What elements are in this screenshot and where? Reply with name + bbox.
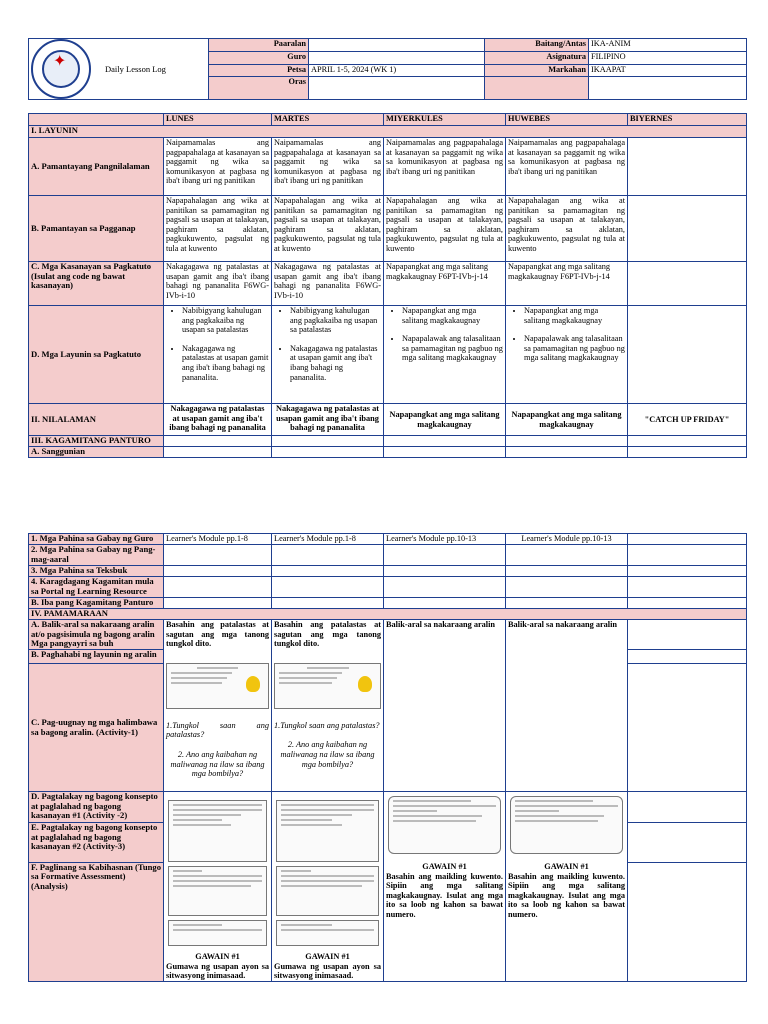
- pamantayang-huwebes: Naipamamalas ang pagpapahalaga at kasanayan sa paggamit ng wika sa komunikasyon at pagbasa ng iba't ibang uri ng panitikan: [506, 138, 628, 196]
- label-paaralan: Paaralan: [209, 39, 309, 52]
- section-layunin: I. LAYUNIN: [29, 126, 747, 138]
- day-biyernes: BIYERNES: [628, 114, 747, 126]
- row-label-karagdagang: 4. Karagdagang Kagamitan mula sa Portal ng Learning Resource: [29, 577, 164, 598]
- row-label-gabay: 1. Mga Pahina sa Gabay ng Guro: [29, 534, 164, 545]
- row-label-kagamitan: III. KAGAMITANG PANTURO: [29, 436, 164, 447]
- worksheet-image: [168, 920, 267, 946]
- value-empty: [589, 77, 747, 100]
- kasanayan-huwebes: Napapangkat ang mga salitang magkakaugnay F6PT-IVb-j-14: [506, 262, 628, 306]
- value-petsa: APRIL 1-5, 2024 (WK 1): [309, 64, 485, 77]
- balik-aral-huwebes: Balik-aral sa nakaraang aralin: [506, 620, 628, 792]
- header-logo-cell: [29, 39, 209, 100]
- gabay-huwebes: Learner's Module pp.10-13: [506, 534, 628, 545]
- day-miyerkules: MIYERKULES: [384, 114, 506, 126]
- label-oras: Oras: [209, 77, 309, 100]
- list-item: • Napapalawak ang talasalitaan sa pamamagitan ng pagbuo ng mga salitang magkakaugnay: [524, 334, 625, 363]
- pamantayang-martes: Naipamamalas ang pagpapahalaga at kasanayan sa paggamit ng wika sa komunikasyon at pagbasa ng iba't ibang uri ng panitikan: [272, 138, 384, 196]
- row-label-kasanayan: C. Mga Kasanayan sa Pagkatuto (Isulat ang code ng bawat kasanayan): [29, 262, 164, 306]
- gabay-lunes: Learner's Module pp.1-8: [164, 534, 272, 545]
- story-image: [388, 796, 501, 854]
- gawain-miyerkules: [384, 792, 506, 982]
- label-guro: Guro: [209, 51, 309, 64]
- value-asignatura: FILIPINO: [589, 51, 747, 64]
- pagganap-martes: Napapahalagan ang wika at panitikan sa pamamagitan ng pagsali sa usapan at talakayan, paghiram sa aklatan, pagkukuwento, pagsulat ng tula at kuwento: [272, 196, 384, 262]
- worksheet-image: [276, 800, 379, 862]
- list-item: • Nabibigyang kahulugan ang pagkakaiba ng usapan sa patalastas: [182, 306, 269, 335]
- activity-lunes: [164, 620, 272, 792]
- list-item: • Napapangkat ang mga salitang magkakaugnay: [402, 306, 503, 325]
- label-baitang: Baitang/Antas: [485, 39, 589, 52]
- row-label-paghahabi: B. Paghahabi ng layunin ng aralin: [29, 650, 164, 664]
- patalastas-image: [274, 663, 381, 709]
- label-empty: [485, 77, 589, 100]
- row-label-balik-aral: A. Balik-aral sa nakaraang aralin at/o pagsisimula ng bagong aralin Mga pangyayri sa buh: [29, 620, 164, 650]
- kasanayan-miyerkules: Napapangkat ang mga salitang magkakaugnay F6PT-IVb-j-14: [384, 262, 506, 306]
- pamantayang-miyerkules: Naipamamalas ang pagpapahalaga at kasanayan sa paggamit ng wika sa komunikasyon at pagbasa ng iba't ibang uri ng panitikan: [384, 138, 506, 196]
- worksheet-image: [168, 800, 267, 862]
- row-label-pamantayang: A. Pamantayang Pangnilalaman: [29, 138, 164, 196]
- nilalaman-huwebes: Napapangkat ang mga salitang magkakaugnay: [506, 404, 628, 436]
- gawain-title-miyerkules: GAWAIN #1: [422, 862, 467, 871]
- gawain-title-huwebes: GAWAIN #1: [544, 862, 589, 871]
- row-label-pang-mag-aaral: 2. Mga Pahina sa Gabay ng Pang-mag-aaral: [29, 545, 164, 566]
- gawain-text-lunes: Gumawa ng usapan ayon sa sitwasyong inimasaad.: [166, 961, 269, 981]
- list-item: • Nakagagawa ng patalastas at usapan gamit ang iba't ibang bahagi ng pananalita.: [290, 344, 381, 382]
- header-title: Daily Lesson Log: [105, 64, 166, 74]
- worksheet-image: [276, 920, 379, 946]
- header-table: [28, 38, 747, 100]
- bulb-icon: [358, 676, 372, 692]
- label-petsa: Petsa: [209, 64, 309, 77]
- activity-martes: [272, 620, 384, 792]
- section-pamamaraan: IV. PAMAMARAAN: [29, 609, 747, 620]
- gawain-title-martes: GAWAIN #1: [305, 952, 350, 961]
- lesson-table-1: [28, 113, 747, 458]
- kasanayan-lunes: Nakagagawa ng patalastas at usapan gamit ang iba't ibang bahagi ng pananalita F6WG-IVb-i-10: [164, 262, 272, 306]
- list-item: • Nabibigyang kahulugan ang pagkakaiba ng usapan sa patalastas: [290, 306, 381, 335]
- question-1: 1.Tungkol saan ang patalastas?: [166, 720, 269, 740]
- day-huwebes: HUWEBES: [506, 114, 628, 126]
- deped-seal-icon: ✦: [31, 39, 91, 99]
- row-label-paglinang: F. Paglinang sa Kabihasnan (Tungo sa Formative Assessment) (Analysis): [29, 862, 164, 981]
- layunin-martes: [272, 306, 384, 404]
- nilalaman-lunes: Nakagagawa ng patalastas at usapan gamit ang iba't ibang bahagi ng pananalita: [164, 404, 272, 436]
- layunin-lunes: [164, 306, 272, 404]
- layunin-huwebes: [506, 306, 628, 404]
- row-label-iba: B. Iba pang Kagamitang Panturo: [29, 598, 164, 609]
- bulb-icon: [246, 676, 260, 692]
- story-image: [510, 796, 623, 854]
- gawain-text-miyerkules: Basahin ang maikling kuwento. Sipiin ang mga salitang magkakaugnay. Isulat ang mga ito sa loob ng kahon sa bawat numero.: [386, 871, 503, 919]
- row-label-nilalaman: II. NILALAMAN: [29, 404, 164, 436]
- gawain-title-lunes: GAWAIN #1: [195, 952, 240, 961]
- gawain-martes: [272, 792, 384, 982]
- question-2: 2. Ano ang kaibahan ng maliwanag na ilaw sa ibang mga bombilya?: [280, 740, 375, 769]
- value-oras: [309, 77, 485, 100]
- nilalaman-martes: Nakagagawa ng patalastas at usapan gamit ang iba't ibang bahagi ng pananalita: [272, 404, 384, 436]
- gabay-martes: Learner's Module pp.1-8: [272, 534, 384, 545]
- row-label-pagtalakay-2: E. Pagtalakay ng bagong konsepto at paglalahad ng bagong kasanayan #2 (Activity-3): [29, 823, 164, 863]
- list-item: • Nakagagawa ng patalastas at usapan gamit ang iba't ibang bahagi ng pananalita.: [182, 344, 269, 382]
- pagganap-miyerkules: Napapahalagan ang wika at panitikan sa pamamagitan ng pagsali sa usapan at talakayan, paghiram sa aklatan, pagkukuwento, pagsulat ng tula at kuwento: [384, 196, 506, 262]
- value-baitang: IKA-ANIM: [589, 39, 747, 52]
- gawain-text-huwebes: Basahin ang maikling kuwento. Sipiin ang mga salitang magkakaugnay. Isulat ang mga ito sa loob ng kahon sa bawat numero.: [508, 871, 625, 919]
- row-label-pagganap: B. Pamantayan sa Pagganap: [29, 196, 164, 262]
- label-asignatura: Asignatura: [485, 51, 589, 64]
- balik-aral-martes: Basahin ang patalastas at sagutan ang mga tanong tungkol dito.: [274, 620, 381, 649]
- kasanayan-martes: Nakagagawa ng patalastas at usapan gamit ang iba't ibang bahagi ng pananalita F6WG-IVb-i-10: [272, 262, 384, 306]
- nilalaman-biyernes: "CATCH UP FRIDAY": [628, 404, 747, 436]
- row-label-teksbuk: 3. Mga Pahina sa Teksbuk: [29, 566, 164, 577]
- row-label-pagtalakay-1: D. Pagtalakay ng bagong konsepto at paglalahad ng bagong kasanayan #1 (Activity -2): [29, 792, 164, 823]
- value-guro: [309, 51, 485, 64]
- lesson-table-2: [28, 533, 747, 982]
- list-item: • Napapalawak ang talasalitaan sa pamamagitan ng pagbuo ng mga salitang magkakaugnay: [402, 334, 503, 363]
- question-2: 2. Ano ang kaibahan ng maliwanag na ilaw sa ibang mga bombilya?: [170, 749, 265, 779]
- worksheet-image: [168, 866, 267, 916]
- nilalaman-miyerkules: Napapangkat ang mga salitang magkakaugnay: [384, 404, 506, 436]
- gawain-lunes: [164, 792, 272, 982]
- gawain-text-martes: Gumawa ng usapan ayon sa sitwasyong inimasaad.: [274, 961, 381, 981]
- pagganap-huwebes: Napapahalagan ang wika at panitikan sa pamamagitan ng pagsali sa usapan at talakayan, paghiram sa aklatan, pagkukuwento, pagsulat ng tula at kuwento: [506, 196, 628, 262]
- pamantayang-lunes: Naipamamalas ang pagpapahalaga at kasanayan sa paggamit ng wika sa komunikasyon at pagbasa ng iba't ibang uri ng panitikan: [164, 138, 272, 196]
- row-label-layunin: D. Mga Layunin sa Pagkatuto: [29, 306, 164, 404]
- day-martes: MARTES: [272, 114, 384, 126]
- row-label-pag-uugnay: C. Pag-uugnay ng mga halimbawa sa bagong aralin. (Activity-1): [29, 664, 164, 792]
- question-1: 1.Tungkol saan ang patalastas?: [274, 720, 380, 730]
- gawain-huwebes: [506, 792, 628, 982]
- patalastas-image: [166, 663, 269, 709]
- label-markahan: Markahan: [485, 64, 589, 77]
- worksheet-image: [276, 866, 379, 916]
- value-markahan: IKAAPAT: [589, 64, 747, 77]
- pagganap-lunes: Napapahalagan ang wika at panitikan sa pamamagitan ng pagsali sa usapan at talakayan, paghiram sa aklatan, pagkukuwento, pagsulat ng tula at kuwento: [164, 196, 272, 262]
- balik-aral-lunes: Basahin ang patalastas at sagutan ang mga tanong tungkol dito.: [166, 620, 269, 649]
- layunin-miyerkules: [384, 306, 506, 404]
- balik-aral-miyerkules: Balik-aral sa nakaraang aralin: [384, 620, 506, 792]
- list-item: • Napapangkat ang mga salitang magkakaugnay: [524, 306, 625, 325]
- day-lunes: LUNES: [164, 114, 272, 126]
- row-label-sanggunian: A. Sanggunian: [29, 447, 164, 458]
- gabay-miyerkules: Learner's Module pp.10-13: [384, 534, 506, 545]
- value-paaralan: [309, 39, 485, 52]
